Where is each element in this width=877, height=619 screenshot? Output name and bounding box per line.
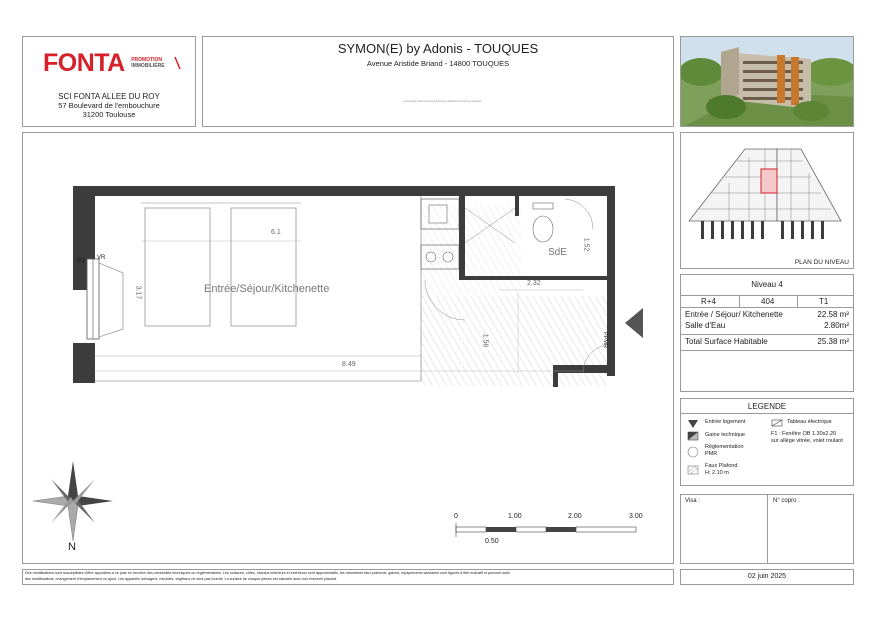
building-render [680, 36, 854, 127]
dim-bath-w: 2.32 [527, 280, 541, 287]
dim-bottom: 8.49 [342, 361, 356, 368]
level-title: Niveau 4 [751, 280, 783, 289]
fonta-logo [43, 49, 165, 78]
visa-label[interactable]: Visa : [685, 498, 700, 504]
signature-block [680, 494, 854, 564]
logo-slash-icon [173, 55, 183, 71]
project-address: Avenue Aristide Briand - 14800 TOUQUES [366, 59, 510, 68]
logo-text: FONTA [43, 49, 125, 77]
legend-fenetre-2: sur allège vitrée, volet roulant [771, 438, 843, 444]
row-room1 [685, 310, 849, 319]
footer-date: 02 juin 2025 [747, 573, 787, 580]
building-render-image [681, 37, 854, 127]
copro-label[interactable]: N° copro : [773, 498, 800, 504]
vr-tag: VR [97, 255, 106, 261]
room-main-label: Entrée/Séjour/Kitchenette [204, 283, 330, 295]
row-total [685, 337, 849, 346]
row-room2 [685, 321, 849, 330]
info-col1: R+4 [701, 297, 716, 306]
dim-bath-h: 1.52 [582, 237, 590, 252]
scale-sub: 0.50 [485, 538, 499, 545]
room1-value: 22.58 m² [817, 310, 849, 319]
surface-table [680, 274, 854, 392]
legend-tableau: Tableau électrique [787, 419, 832, 425]
scale-bar [456, 523, 636, 537]
company-address-2: 31200 Toulouse [82, 110, 136, 119]
scale-3: 3.00 [629, 513, 643, 520]
project-block [202, 36, 674, 127]
legend-pmr-2: PMR [705, 451, 718, 457]
level-plan [680, 132, 854, 269]
gaine-icon [687, 431, 699, 441]
scale-1: 1.00 [508, 513, 522, 520]
tiny-note: Lorem ipsum dolor sit amet consectetur adipiscing elit sed do eiusmod [403, 100, 481, 103]
legend [680, 398, 854, 486]
legend-pmr-1: Règlementation [705, 444, 744, 450]
disclaimer-1: Des modifications sont susceptibles d'être apportées à ce plan en fonction des nécessités techniques ou réglementaires. Les surfaces, côtes, niveaux intérieurs et extérieurs sont approximatifs, les retombées faux-plafonds, gaines, équipements sanitaires sont figurés à titre indicatif et peuvent subir [25, 571, 511, 575]
scale-0: 0 [454, 513, 458, 520]
level-plan-image [681, 133, 855, 270]
project-title: SYMON(E) by Adonis - TOUQUES [337, 41, 539, 56]
faux-plafond-icon [687, 465, 699, 475]
legend-fenetre-1: F1 : Fenêtre OB 1.30x2.20 [771, 431, 837, 437]
info-col3: T1 [819, 297, 829, 306]
level-plan-label: PLAN DU NIVEAU [794, 259, 849, 266]
legend-faux-2: H: 2.10 m [705, 470, 729, 476]
company-name: SCI FONTA ALLEE DU ROY [58, 92, 160, 101]
dim-lower: 1.56 [481, 333, 489, 348]
floor-plan [23, 133, 675, 565]
total-label: Total Surface Habitable [685, 337, 768, 346]
logo-sub-1: PROMOTION [131, 57, 163, 63]
dim-left: 3.17 [134, 285, 142, 300]
company-address-1: 57 Boulevard de l'embouchure [58, 101, 160, 110]
dim-top: 6.1 [271, 229, 281, 236]
plan-area [22, 132, 674, 564]
legend-faux-1: Faux Plafond [705, 463, 738, 469]
scale-2: 2.00 [568, 513, 582, 520]
info-col2: 404 [761, 297, 775, 306]
total-value: 25.38 m² [817, 337, 849, 346]
room2-value: 2.80m² [824, 321, 849, 330]
north-label: N [68, 541, 76, 553]
legend-entry: Entrée logement [705, 419, 746, 425]
disclaimer-2: des modifications, changement d'emplacement ou ajout. Les appareils ménagers, meubles, végétaux ne sont pas fournis. La surface de chaque pièces est calculée avec son éventuel placard. [25, 577, 338, 581]
logo-sub-2: IMMOBILIÈRE [131, 63, 165, 69]
footer-disclaimer [22, 569, 674, 585]
legend-gaine: Gaine technique [705, 432, 746, 438]
compass-icon [33, 461, 113, 541]
legend-title: LEGENDE [747, 402, 787, 411]
pmr-icon [687, 446, 699, 458]
room1-label: Entrée / Séjour/ Kitchenette [685, 310, 783, 319]
pmr-tag: PPMR [601, 332, 608, 348]
footer-date-box [680, 569, 854, 585]
window-tag: F1 [77, 258, 86, 265]
company-block [22, 36, 196, 127]
room-bath-label: SdE [548, 247, 567, 258]
entry-icon [687, 419, 699, 429]
room2-label: Salle d'Eau [685, 321, 726, 330]
tableau-icon [771, 419, 783, 427]
